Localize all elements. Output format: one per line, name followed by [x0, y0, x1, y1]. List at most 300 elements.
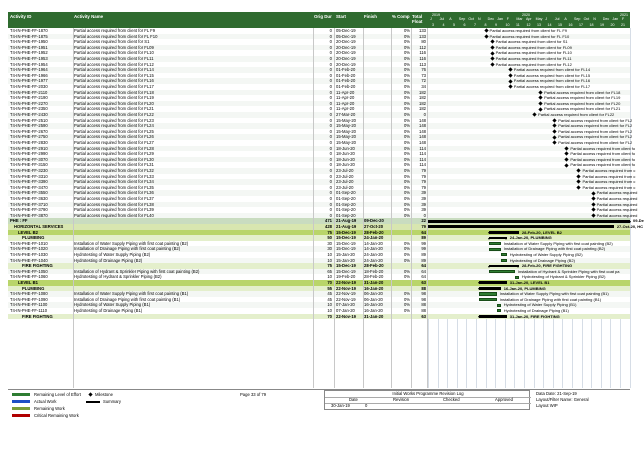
week-label: 3	[432, 22, 434, 27]
bar-label: Hydrotesting of Drainage Piping (B2)	[509, 257, 575, 263]
start-cell: 11-Apr-20	[336, 106, 355, 112]
milestone-diamond[interactable]	[577, 185, 581, 189]
activity-name-cell: Partial access required from client for FL26	[74, 134, 154, 140]
legend-actual-work	[12, 399, 57, 405]
activity-id-cell: T4-IN-PHE-FF-3310	[10, 173, 48, 179]
milestone-diamond[interactable]	[490, 51, 494, 55]
milestone-diamond[interactable]	[508, 73, 512, 77]
column-separator	[427, 28, 428, 388]
activity-id-cell: LEVEL B1	[18, 280, 38, 285]
bar-label: 28-Feb-20, LEVEL B2	[521, 229, 562, 235]
orig-dur-cell: 45	[327, 296, 332, 302]
activity-id-cell: T4-IN-PHE-FF-1964	[10, 67, 48, 73]
legend-label: Summary	[103, 399, 121, 404]
bar-label: Partial access required from client for FL12	[495, 61, 572, 67]
milestone-diamond[interactable]	[591, 202, 595, 206]
bar-label: Hydrotesting of Water Supply Piping (B1)	[503, 302, 577, 308]
pct-comp-cell: 0%	[403, 89, 410, 95]
start-cell: 07-Jan-20	[336, 302, 355, 308]
pct-comp-cell: 0%	[403, 274, 410, 280]
start-cell: 23-Jul-20	[336, 184, 354, 190]
total-float-cell: 0	[423, 212, 426, 218]
activity-name-cell: Partial access required from client for FL14	[74, 67, 154, 73]
start-cell: 22-Nov-19	[336, 296, 356, 302]
activity-bar[interactable]	[489, 270, 515, 273]
finish-cell: 24-Jan-20	[364, 235, 384, 241]
total-float-cell: 89	[421, 257, 426, 263]
activity-id-cell: T4-IN-PHE-FF-3550	[10, 190, 48, 196]
data-date: Data Date: 21-Sep-19	[536, 391, 577, 396]
activity-name-cell: Partial access required from client for FL36	[74, 190, 154, 196]
milestone-diamond[interactable]	[565, 152, 569, 156]
total-float-cell: 182	[419, 89, 426, 95]
pct-comp-cell: 0%	[403, 168, 410, 173]
milestone-diamond[interactable]	[508, 79, 512, 83]
start-cell: 23-Jul-20	[336, 179, 354, 185]
col-start[interactable]: Start	[336, 14, 347, 19]
bar-label: Partial access required	[596, 201, 638, 207]
activity-id-cell: T4-IN-PHE-FF-3870	[10, 212, 48, 218]
milestone-diamond[interactable]	[490, 57, 494, 61]
col-activity-name[interactable]: Activity Name	[74, 14, 104, 19]
milestone-diamond[interactable]	[538, 107, 542, 111]
column-separator	[313, 28, 314, 388]
bar-label: Partial access required from c	[582, 184, 636, 190]
activity-id-cell: T4-IN-PHE-FF-2990	[10, 151, 48, 157]
activity-name-cell: Partial access required from client for FL16	[74, 78, 154, 84]
milestone-diamond[interactable]	[591, 208, 595, 212]
col-activity-id[interactable]: Activity ID	[10, 14, 32, 19]
total-float-cell: 76	[421, 67, 426, 73]
activity-id-cell: PLUMBING	[22, 285, 45, 291]
orig-dur-cell: 0	[329, 123, 332, 129]
project-info	[534, 390, 630, 410]
activity-name-cell: Partial access required from client for FL09	[74, 44, 154, 50]
orig-dur-cell: 0	[329, 207, 332, 213]
activity-id-cell: T4-IN-PHE-FF-1080	[10, 291, 48, 297]
orig-dur-cell: 75	[327, 229, 332, 235]
start-cell: 15-May-20	[336, 117, 357, 123]
pct-comp-cell: 0%	[403, 61, 410, 67]
activity-id-cell: T4-IN-PHE-FF-2030	[10, 84, 48, 89]
total-float-cell: 148	[419, 128, 426, 134]
activity-name-cell: Installation of Water Supply Piping with first coat painting (B1)	[74, 291, 189, 297]
bar-label: 31-Jan-20, FIRE FIGHTING	[509, 313, 560, 319]
milestone-diamond[interactable]	[553, 124, 557, 128]
activity-bar[interactable]	[479, 292, 497, 295]
month-label: Oct	[468, 17, 474, 21]
total-float-cell: 133	[419, 28, 426, 33]
footer-panel	[8, 389, 630, 425]
finish-cell: 16-Jan-20	[364, 302, 383, 308]
activity-id-cell: T4-IN-PHE-FF-3230	[10, 168, 48, 173]
month-label: J	[545, 17, 547, 21]
activity-name-cell: Partial access required from client for FL12	[74, 61, 154, 67]
orig-dur-cell: 0	[329, 128, 332, 134]
bar-label: Partial access required from client for FL14	[513, 67, 591, 73]
summary-bar[interactable]	[489, 237, 507, 240]
pct-comp-cell: 0%	[403, 112, 410, 117]
orig-dur-cell: 75	[327, 263, 332, 269]
week-label: 14	[547, 22, 552, 27]
milestone-diamond[interactable]	[508, 68, 512, 72]
activity-bar[interactable]	[501, 259, 507, 262]
pct-comp-cell: 0%	[403, 50, 410, 56]
orig-dur-cell: 45	[327, 291, 332, 297]
orig-dur-cell: 0	[329, 201, 332, 207]
activity-name-cell: Installation of Water Supply Piping with first coat painting (B2)	[74, 240, 189, 246]
start-cell: 15-Dec-19	[336, 263, 356, 269]
legend-remaining-loe	[12, 392, 81, 398]
activity-id-cell: T4-IN-PHE-FF-1977	[10, 78, 48, 84]
total-float-cell: 88	[421, 308, 426, 313]
pct-comp-cell: 0%	[403, 246, 410, 252]
col-total-float[interactable]: Total Float	[412, 14, 423, 24]
milestone-diamond[interactable]	[484, 34, 488, 38]
activity-name-cell: Partial access required from client for FL37	[74, 196, 154, 201]
activity-name-cell: Installation of Hydrant & Sprinkler Piping with first coat painting (B2)	[74, 268, 200, 274]
bar-label: Installation of Drainage Piping with first coat painting (B2)	[503, 246, 606, 252]
milestone-diamond[interactable]	[553, 141, 557, 145]
orig-dur-cell: 0	[329, 100, 332, 106]
activity-id-cell: T4-IN-PHE-FF-3390	[10, 179, 48, 185]
orig-dur-cell: 471	[325, 218, 332, 224]
activity-id-cell: T4-IN-PHE-FF-2910	[10, 145, 48, 151]
total-float-cell: 0	[423, 112, 426, 117]
pct-comp-cell: 0%	[403, 173, 410, 179]
month-label: J	[430, 17, 432, 21]
start-cell: 23-Jul-20	[336, 173, 354, 179]
total-float-cell: 89	[421, 235, 426, 241]
start-cell: 15-Dec-19	[336, 240, 356, 246]
pct-comp-cell: 0%	[403, 39, 410, 45]
start-cell: 01-Feb-20	[336, 72, 356, 78]
start-cell: 20-Dec-19	[336, 44, 356, 50]
milestone-diamond[interactable]	[532, 113, 536, 117]
bar-label: 27-Oct-20, HC	[616, 224, 644, 229]
activity-bar[interactable]	[501, 253, 507, 256]
revision-log-title: Initial Works Programme Revision Log	[392, 391, 464, 396]
activity-id-cell: T4-IN-PHE-FF-3070	[10, 156, 48, 162]
rev-value-date: 30-Jan-19	[331, 403, 350, 408]
orig-dur-cell: 30	[327, 246, 332, 252]
activity-bar[interactable]	[497, 309, 501, 312]
milestone-diamond[interactable]	[508, 85, 512, 89]
page-number: Page 33 of 79	[240, 392, 267, 397]
start-cell: 15-Dec-19	[336, 229, 356, 235]
start-cell: 01-Sep-20	[336, 207, 356, 213]
activity-name-cell: Partial access required from client for FL28	[74, 145, 154, 151]
bar-label: Partial access required from client for FL16	[513, 78, 591, 84]
milestone-diamond[interactable]	[577, 169, 581, 173]
pct-comp-cell: 0%	[403, 78, 410, 84]
milestone-diamond[interactable]	[577, 180, 581, 184]
total-float-cell: 116	[419, 50, 426, 56]
legend-swatch-actual-work	[12, 400, 30, 403]
activity-id-cell: PLUMBING	[22, 235, 45, 241]
milestone-diamond[interactable]	[490, 40, 494, 44]
week-label: 9	[495, 22, 497, 27]
orig-dur-cell: 70	[327, 313, 332, 319]
summary-bar[interactable]	[489, 231, 519, 234]
orig-dur-cell: 10	[327, 274, 332, 280]
total-float-cell: 182	[419, 106, 426, 112]
milestone-diamond[interactable]	[553, 135, 557, 139]
col-orig-dur[interactable]: Orig Dur	[314, 14, 332, 19]
milestone-diamond[interactable]	[591, 191, 595, 195]
orig-dur-cell: 0	[329, 179, 332, 185]
activity-id-cell: T4-IN-PHE-FF-1050	[10, 268, 48, 274]
activity-id-cell: T4-IN-PHE-FF-2830	[10, 140, 48, 145]
pct-comp-cell: 0%	[403, 156, 410, 162]
milestone-diamond-icon	[88, 393, 92, 397]
bar-label: Partial access required from client for FL17	[513, 84, 591, 89]
activity-name-cell: Partial access required from client for FL25	[74, 128, 154, 134]
activity-name-cell: Hydrotesting of Water Supply Piping (B1)	[74, 302, 151, 308]
start-cell: 18-Jun-20	[336, 151, 355, 157]
bar-label: Partial access required from client fo	[570, 145, 636, 151]
milestone-diamond[interactable]	[553, 118, 557, 122]
activity-id-cell: FIRE FIGHTING	[22, 313, 53, 319]
total-float-cell: 182	[419, 100, 426, 106]
summary-bar[interactable]	[489, 265, 519, 268]
finish-cell: 28-Feb-20	[364, 274, 384, 280]
orig-dur-cell: 50	[327, 235, 332, 241]
milestone-diamond[interactable]	[577, 174, 581, 178]
pct-comp-cell: 0%	[403, 67, 410, 73]
total-float-cell: 116	[419, 56, 426, 61]
total-float-cell: 73	[421, 72, 426, 78]
orig-dur-cell: 0	[329, 33, 332, 39]
milestone-diamond[interactable]	[490, 45, 494, 49]
milestone-diamond[interactable]	[484, 29, 488, 33]
activity-name-cell: Installation of Drainage Piping with first coat painting (B1)	[74, 296, 181, 302]
finish-cell: 28-Feb-20	[364, 263, 384, 269]
activity-bar[interactable]	[489, 242, 501, 245]
wbs-summary-row[interactable]	[8, 314, 630, 320]
bar-label: Partial access required from c	[582, 168, 636, 173]
activity-id-cell: T4-IN-PHE-FF-1040	[10, 257, 48, 263]
bar-label: 09-De	[633, 218, 644, 224]
total-float-cell: 79	[421, 224, 426, 229]
orig-dur-cell: 0	[329, 145, 332, 151]
finish-cell: 27-Oct-20	[364, 224, 384, 229]
total-float-cell: 79	[421, 179, 426, 185]
bar-label: Partial access required from client for S1	[495, 39, 568, 45]
start-cell: 23-Jul-20	[336, 168, 354, 173]
orig-dur-cell: 0	[329, 89, 332, 95]
bar-label: Partial access required	[596, 212, 638, 218]
activity-name-cell: Partial access required from client for S1	[74, 39, 150, 45]
activity-id-cell: T4-IN-PHE-FF-3710	[10, 201, 48, 207]
col-pct-comp[interactable]: % Comp	[392, 14, 410, 19]
start-cell: 15-Jan-20	[336, 252, 355, 257]
activity-name-cell: Partial access required from client for FL38	[74, 201, 154, 207]
orig-dur-cell: 10	[327, 257, 332, 263]
activity-name-cell: Partial access required from client for FL31	[74, 162, 154, 168]
activity-name-cell: Hydrotesting of Drainage Piping (B2)	[74, 257, 143, 263]
start-cell: 15-Dec-19	[336, 268, 356, 274]
bar-label: Partial access required from c	[582, 179, 636, 185]
pct-comp-cell: 0%	[403, 291, 410, 297]
finish-cell: 09-Dec-20	[364, 218, 384, 224]
orig-dur-cell: 0	[329, 39, 332, 45]
activity-name-cell: Partial access required from client for FL23	[74, 117, 154, 123]
milestone-diamond[interactable]	[591, 213, 595, 217]
activity-id-cell: T4-IN-PHE-FF-3790	[10, 207, 48, 213]
orig-dur-cell: 10	[327, 308, 332, 313]
start-cell: 27-Mar-20	[336, 112, 356, 117]
rev-header-revision: Revision	[393, 397, 410, 402]
activity-bar[interactable]	[497, 304, 501, 307]
orig-dur-cell: 0	[329, 151, 332, 157]
activity-bar[interactable]	[489, 248, 501, 251]
milestone-diamond[interactable]	[553, 129, 557, 133]
start-cell: 22-Nov-19	[336, 280, 357, 285]
week-label: 18	[589, 22, 594, 27]
activity-id-cell: T4-IN-PHE-FF-3150	[10, 162, 48, 168]
activity-name-cell: Partial access required from client for FL F10	[74, 33, 158, 39]
week-label: 5	[453, 22, 455, 27]
layout-filter-name: Layout/Filter Name: General	[536, 397, 589, 402]
bar-label: Partial access required from c	[582, 173, 636, 179]
activity-bar[interactable]	[515, 276, 519, 279]
start-cell: 22-Nov-19	[336, 313, 357, 319]
year-2021: 2021	[620, 13, 628, 17]
week-label: 19	[600, 22, 604, 27]
finish-cell: 18-Feb-20	[364, 268, 384, 274]
milestone-diamond[interactable]	[565, 157, 569, 161]
bar-label: Partial access required from client for FL2	[558, 128, 633, 134]
start-cell: 01-Feb-20	[336, 67, 356, 73]
activity-id-cell: T4-IN-PHE-FF-1060	[10, 274, 48, 280]
start-cell: 15-Dec-19	[336, 235, 356, 241]
start-cell: 07-Jan-20	[336, 308, 355, 313]
pct-comp-cell: 0%	[403, 179, 410, 185]
column-separator	[391, 28, 392, 388]
orig-dur-cell: 10	[327, 302, 332, 308]
bar-label: Installation of Hydrant & Sprinkler Piping with first coat pa	[517, 268, 620, 274]
milestone-diamond[interactable]	[565, 146, 569, 150]
finish-cell: 31-Jan-20	[364, 280, 384, 285]
start-cell: 05-Dec-19	[336, 33, 356, 39]
orig-dur-cell: 0	[329, 140, 332, 145]
bar-label: Partial access required from client for FL2	[558, 123, 633, 129]
milestone-diamond[interactable]	[490, 62, 494, 66]
bar-label: Partial access required	[596, 190, 638, 196]
finish-cell: 16-Jan-20	[364, 285, 384, 291]
activity-name-cell: Partial access required from client for FL35	[74, 184, 154, 190]
activity-id-cell: T4-IN-PHE-FF-2590	[10, 123, 48, 129]
col-finish[interactable]: Finish	[364, 14, 377, 19]
summary-bar[interactable]	[479, 315, 507, 318]
week-label: 15	[558, 22, 562, 27]
month-label: A	[564, 17, 567, 21]
milestone-diamond[interactable]	[538, 90, 542, 94]
orig-dur-cell: 0	[329, 84, 332, 89]
total-float-cell: 64	[421, 263, 426, 269]
start-cell: 15-May-20	[336, 128, 357, 134]
total-float-cell: 72	[421, 78, 426, 84]
month-label: F	[622, 17, 625, 21]
activity-bar[interactable]	[479, 298, 497, 301]
activity-id-cell: T4-IN-PHE-FF-1875	[10, 33, 48, 39]
activity-id-cell: T4-IN-PHE-FF-2510	[10, 117, 48, 123]
total-float-cell: 64	[421, 229, 426, 235]
legend-summary	[86, 399, 121, 405]
week-label: 20	[610, 22, 615, 27]
column-separator	[73, 28, 74, 388]
pct-comp-cell: 0%	[403, 95, 410, 101]
week-label: 11	[516, 22, 520, 27]
total-float-cell: 63	[421, 313, 426, 319]
start-cell: 01-Sep-20	[336, 212, 356, 218]
milestone-diamond[interactable]	[565, 163, 569, 167]
orig-dur-cell: 65	[327, 268, 332, 274]
orig-dur-cell: 0	[329, 134, 332, 140]
summary-bar[interactable]	[428, 220, 630, 223]
orig-dur-cell: 10	[327, 252, 332, 257]
bar-label: Partial access required from client for FL19	[544, 95, 621, 101]
bar-label: Partial access required from client for FL F9	[489, 28, 567, 33]
legend-label: Actual Work	[34, 399, 57, 404]
week-label: 10	[505, 22, 510, 27]
milestone-diamond[interactable]	[591, 197, 595, 201]
orig-dur-cell: 428	[325, 224, 332, 229]
month-label: Apr	[526, 17, 532, 21]
pct-comp-cell: 0%	[403, 123, 410, 129]
orig-dur-cell: 0	[329, 78, 332, 84]
bar-label: Hydrotesting of Water Supply Piping (B2)	[509, 252, 583, 257]
bar-label: Partial access required from client for FL2	[558, 140, 633, 145]
activity-id-cell: T4-IN-PHE-FF-3630	[10, 196, 48, 201]
bar-label: 16-Jan-20, PLUMBING	[503, 285, 546, 291]
month-label: N	[478, 17, 481, 21]
activity-name-cell: Partial access required from client for FL19	[74, 95, 154, 101]
total-float-cell: 98	[421, 291, 426, 297]
bar-label: Hydrotesting of Hydrant & Sprinkler Piping (B2)	[521, 274, 606, 280]
summary-bar[interactable]	[428, 225, 614, 228]
bar-label: 28-Feb-20, FIRE FIGHTING	[521, 263, 573, 269]
month-label: Jul	[554, 17, 560, 21]
pct-comp-cell: 0%	[403, 28, 410, 33]
legend-swatch-remaining-work	[12, 407, 30, 410]
summary-bar-icon	[86, 401, 100, 403]
legend-swatch-remaining-loe	[12, 393, 30, 396]
summary-bar[interactable]	[479, 287, 501, 290]
month-label: Jul	[439, 17, 445, 21]
orig-dur-cell: 0	[329, 184, 332, 190]
legend-label: Remaining Level of Effort	[34, 392, 81, 397]
start-cell: 21-Aug-19	[336, 218, 357, 224]
activity-id-cell: T4-IN-PHE-FF-1010	[10, 240, 48, 246]
activity-id-cell: T4-IN-PHE-FF-1870	[10, 28, 48, 33]
total-float-cell: 182	[419, 95, 426, 101]
total-float-cell: 148	[419, 123, 426, 129]
total-float-cell: 114	[419, 145, 426, 151]
bar-label: Partial access required from client fo	[570, 156, 636, 162]
start-cell: 21-Aug-19	[336, 224, 357, 229]
bar-label: Partial access required from client for FL21	[544, 106, 621, 112]
activity-id-cell: T4-IN-PHE-FF-1030	[10, 252, 48, 257]
activity-id-cell: PHE : FF	[10, 218, 28, 224]
milestone-diamond[interactable]	[538, 101, 542, 105]
rev-value-revision: 0	[365, 403, 368, 408]
summary-bar[interactable]	[479, 281, 507, 284]
pct-comp-cell: 0%	[403, 201, 410, 207]
bar-label: Partial access required	[596, 207, 638, 213]
milestone-diamond[interactable]	[538, 96, 542, 100]
